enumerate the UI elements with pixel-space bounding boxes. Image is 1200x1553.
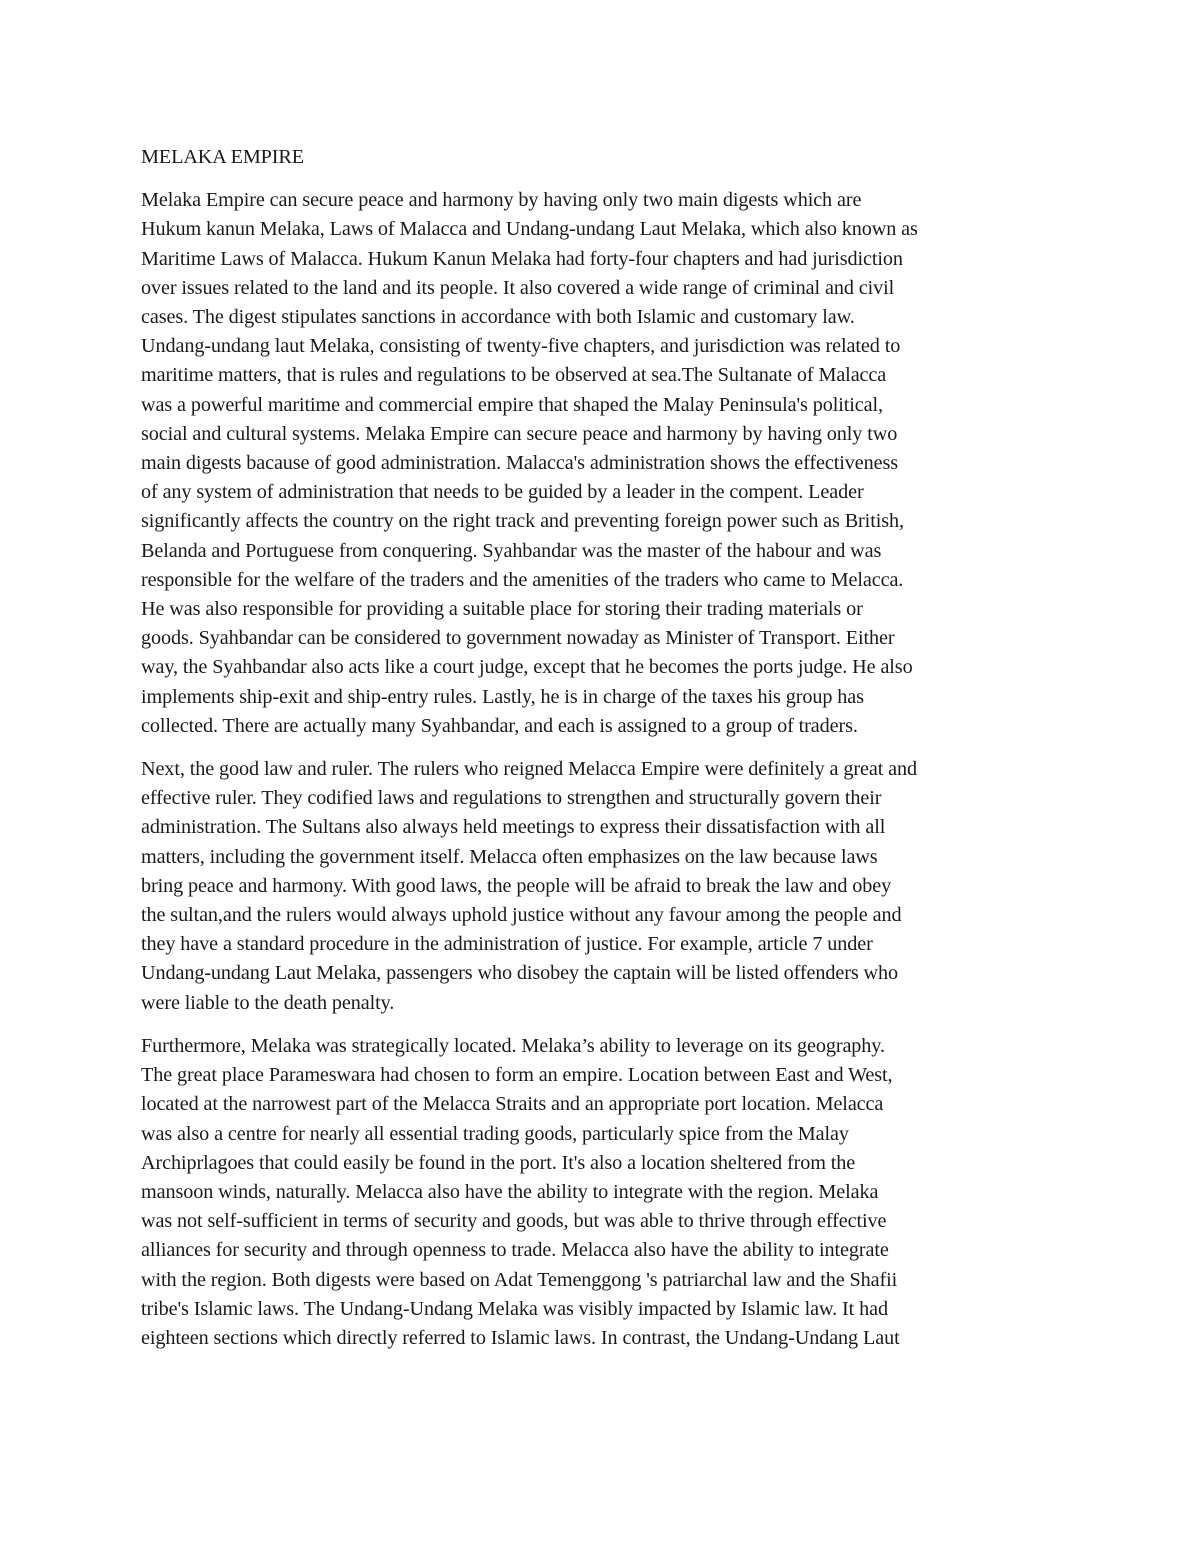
paragraph-line: was also a centre for nearly all essential trading goods, particularly spice from the Malay xyxy=(141,1122,849,1145)
paragraph-line: was not self-sufficient in terms of security and goods, but was able to thrive through effective xyxy=(141,1210,887,1233)
paragraph-line: eighteen sections which directly referred to Islamic laws. In contrast, the Undang-Undang Laut xyxy=(141,1326,900,1349)
paragraph-line: tribe's Islamic laws. The Undang-Undang Melaka was visibly impacted by Islamic law. It had xyxy=(141,1297,888,1320)
paragraph-line: with the region. Both digests were based on Adat Temenggong 's patriarchal law and the Shafii xyxy=(141,1268,898,1291)
paragraph-line: Hukum kanun Melaka, Laws of Malacca and Undang-undang Laut Melaka, which also known as xyxy=(141,218,918,241)
paragraph-line: Undang-undang laut Melaka, consisting of twenty-five chapters, and jurisdiction was related to xyxy=(141,335,901,358)
paragraph-line: located at the narrowest part of the Melacca Straits and an appropriate port location. Melacca xyxy=(141,1093,884,1116)
paragraph-line: way, the Syahbandar also acts like a court judge, except that he becomes the ports judge. He also xyxy=(141,656,913,679)
paragraph-line: mansoon winds, naturally. Melacca also have the ability to integrate with the region. Melaka xyxy=(141,1180,879,1203)
paragraph-line: cases. The digest stipulates sanctions in accordance with both Islamic and customary law. xyxy=(141,306,855,329)
paragraph-line: was a powerful maritime and commercial empire that shaped the Malay Peninsula's political, xyxy=(141,393,883,416)
paragraph-line: administration. The Sultans also always held meetings to express their dissatisfaction with all xyxy=(141,816,886,839)
paragraph-line: were liable to the death penalty. xyxy=(141,991,395,1014)
paragraph-line: implements ship-exit and ship-entry rules. Lastly, he is in charge of the taxes his group has xyxy=(141,685,864,708)
paragraph-2 xyxy=(141,755,1076,1018)
paragraph-line: matters, including the government itself. Melacca often emphasizes on the law because laws xyxy=(141,845,878,868)
document-page xyxy=(141,143,1076,1367)
paragraph-line: Belanda and Portuguese from conquering. Syahbandar was the master of the habour and was xyxy=(141,539,882,562)
paragraph-line: main digests bacause of good administration. Malacca's administration shows the effectiveness xyxy=(141,452,898,475)
paragraph-line: The great place Parameswara had chosen to form an empire. Location between East and West, xyxy=(141,1064,893,1087)
paragraph-line: Melaka Empire can secure peace and harmony by having only two main digests which are xyxy=(141,189,862,212)
paragraph-line: responsible for the welfare of the traders and the amenities of the traders who came to Melacca. xyxy=(141,568,904,591)
paragraph-line: they have a standard procedure in the administration of justice. For example, article 7 under xyxy=(141,933,873,956)
paragraph-line: significantly affects the country on the right track and preventing foreign power such as British, xyxy=(141,510,904,533)
paragraph-line: Next, the good law and ruler. The rulers who reigned Melacca Empire were definitely a great and xyxy=(141,758,918,781)
paragraph-line: Undang-undang Laut Melaka, passengers who disobey the captain will be listed offenders who xyxy=(141,962,898,985)
paragraph-line: Furthermore, Melaka was strategically located. Melaka’s ability to leverage on its geography. xyxy=(141,1034,885,1057)
paragraph-3 xyxy=(141,1032,1076,1353)
paragraph-line: Archiprlagoes that could easily be found in the port. It's also a location sheltered from the xyxy=(141,1151,856,1174)
paragraph-line: He was also responsible for providing a suitable place for storing their trading materials or xyxy=(141,598,863,621)
paragraph-line: alliances for security and through openness to trade. Melacca also have the ability to integrate xyxy=(141,1239,889,1262)
paragraph-line: the sultan,and the rulers would always uphold justice without any favour among the people and xyxy=(141,904,902,927)
paragraph-line: of any system of administration that needs to be guided by a leader in the compent. Leader xyxy=(141,481,864,504)
paragraph-line: effective ruler. They codified laws and regulations to strengthen and structurally govern their xyxy=(141,787,882,810)
paragraph-line: bring peace and harmony. With good laws, the people will be afraid to break the law and obey xyxy=(141,874,892,897)
paragraph-1 xyxy=(141,186,1076,741)
document-body xyxy=(141,186,1076,1353)
paragraph-line: collected. There are actually many Syahbandar, and each is assigned to a group of traders. xyxy=(141,714,858,737)
paragraph-line: social and cultural systems. Melaka Empire can secure peace and harmony by having only two xyxy=(141,422,898,445)
document-title: MELAKA EMPIRE xyxy=(141,146,305,168)
paragraph-line: maritime matters, that is rules and regulations to be observed at sea.The Sultanate of Malacca xyxy=(141,364,887,387)
paragraph-line: goods. Syahbandar can be considered to government nowaday as Minister of Transport. Either xyxy=(141,627,895,650)
paragraph-line: over issues related to the land and its people. It also covered a wide range of criminal and civil xyxy=(141,276,895,299)
paragraph-line: Maritime Laws of Malacca. Hukum Kanun Melaka had forty-four chapters and had jurisdiction xyxy=(141,247,903,270)
